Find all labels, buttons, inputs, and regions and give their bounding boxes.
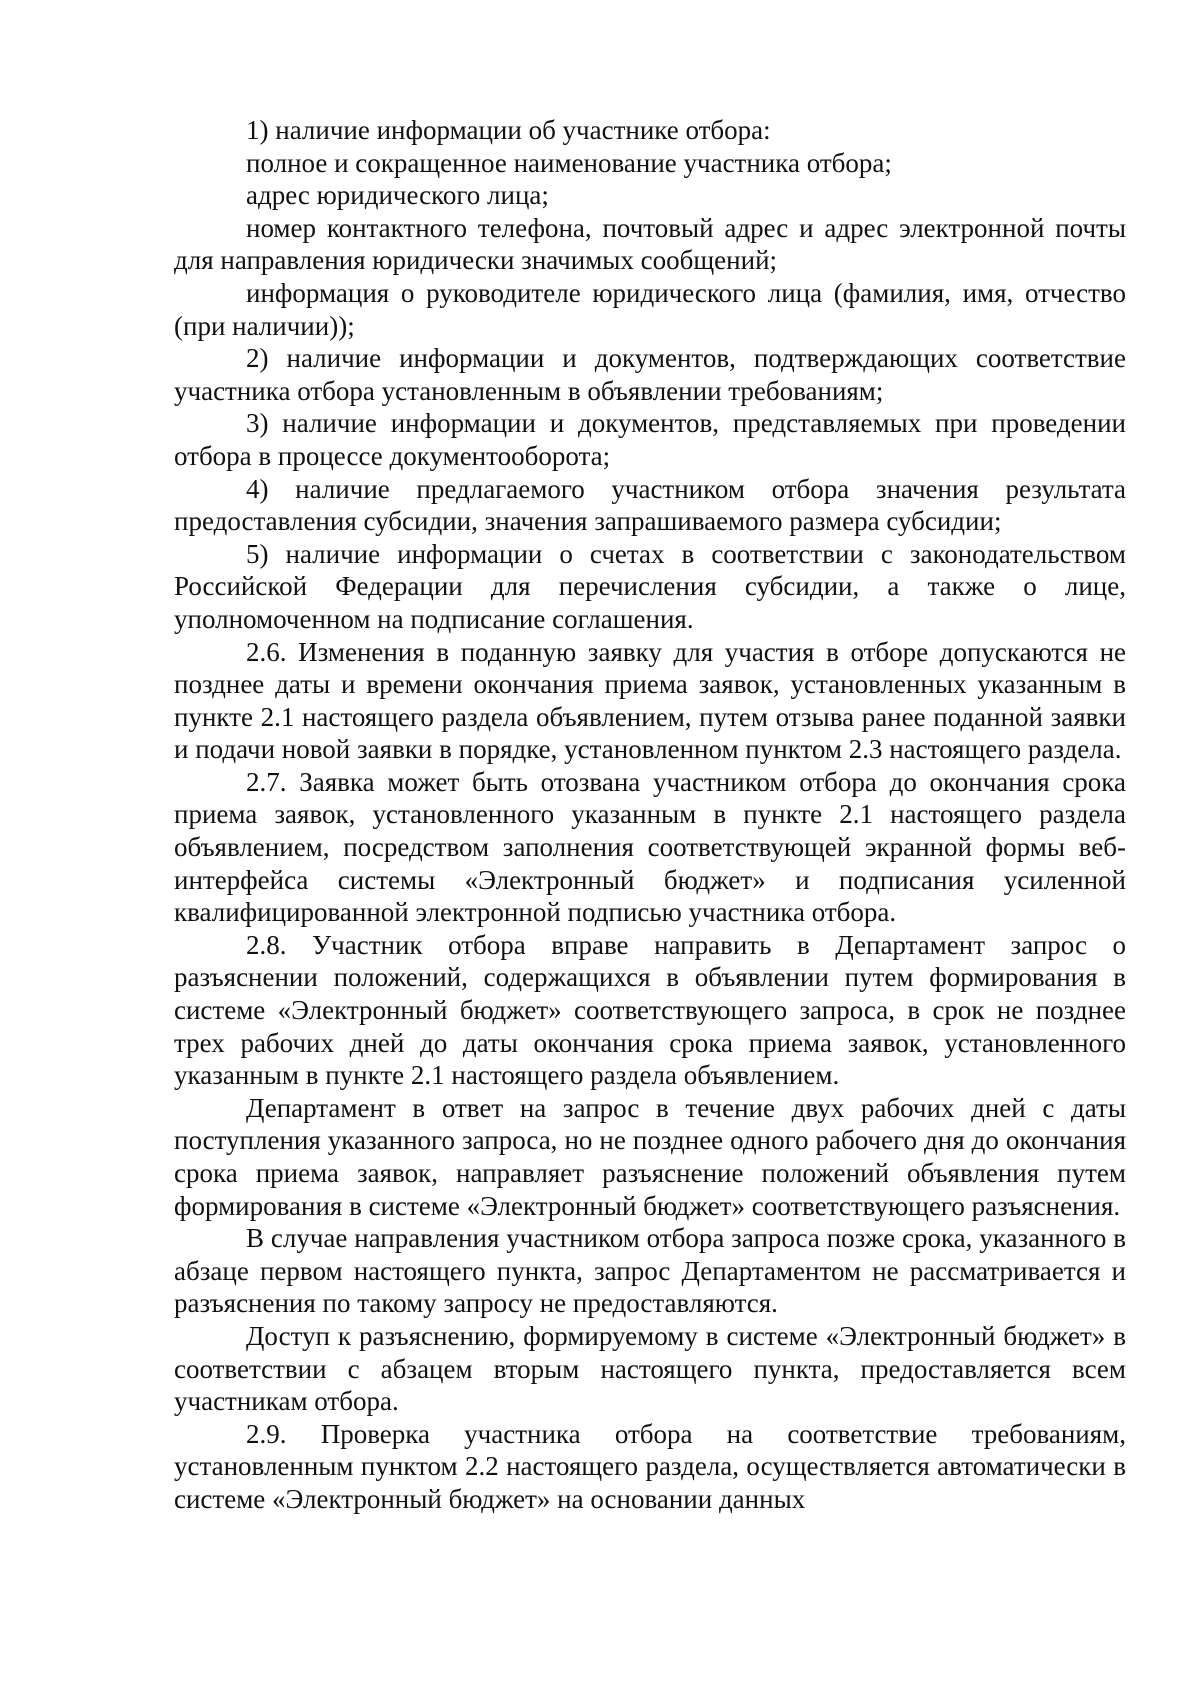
paragraph-head-info: информация о руководителе юридического лица (фамилия, имя, отчество (при наличии)); bbox=[174, 277, 1126, 341]
paragraph-item-5: 5) наличие информации о счетах в соответствии с законодательством Российской Федерации для перечисления субсидии, а также о лице, уполномоченном на подписание соглашения. bbox=[174, 538, 1126, 634]
paragraph-item-3: 3) наличие информации и документов, представляемых при проведении отбора в процессе документооборота; bbox=[174, 408, 1126, 471]
paragraph-access: Доступ к разъяснению, формируемому в системе «Электронный бюджет» в соответствии с абзацем вторым настоящего пункта, предоставляется всем участникам отбора. bbox=[174, 1320, 1126, 1417]
paragraph-contacts: номер контактного телефона, почтовый адрес и адрес электронной почты для направления юридически значимых сообщений; bbox=[174, 212, 1126, 276]
paragraph-department-reply: Департамент в ответ на запрос в течение двух рабочих дней с даты поступления указанного запроса, но не позднее одного рабочего дня до окончания срока приема заявок, направляет разъяснение положений объявления путем формирования в системе «Электронный бюджет» соответствующего разъяснения. bbox=[174, 1092, 1126, 1221]
paragraph-late-request: В случае направления участником отбора запроса позже срока, указанного в абзаце первом настоящего пункта, запрос Департаментом не рассматривается и разъяснения по такому запросу не предоставляются. bbox=[174, 1223, 1126, 1319]
paragraph-full-name: полное и сокращенное наименование участника отбора; bbox=[246, 147, 892, 178]
paragraph-address: адрес юридического лица; bbox=[246, 180, 549, 211]
paragraph-section-2-8: 2.8. Участник отбора вправе направить в Департамент запрос о разъяснении положений, содержащихся в объявлении путем формирования в системе «Электронный бюджет» соответствующего запроса, в срок не позднее трех рабочих дней до даты окончания срока приема заявок, установленного указанным в пункте 2.1 настоящего раздела объявлением. bbox=[174, 929, 1126, 1091]
paragraph-section-2-7: 2.7. Заявка может быть отозвана участником отбора до окончания срока приема заявок, установленного указанным в пункте 2.1 настоящего раздела объявлением, посредством заполнения соответствующей экранной формы веб-интерфейса системы «Электронный бюджет» и подписания усиленной квалифицированной электронной подписью участника отбора. bbox=[174, 766, 1126, 928]
paragraph-section-2-9: 2.9. Проверка участника отбора на соответствие требованиям, установленным пунктом 2.2 настоящего раздела, осуществляется автоматически в системе «Электронный бюджет» на основании данных bbox=[174, 1418, 1126, 1514]
document-body bbox=[174, 114, 1126, 1516]
paragraph-item-1-info: 1) наличие информации об участнике отбора: bbox=[246, 115, 771, 145]
paragraph-item-4: 4) наличие предлагаемого участником отбора значения результата предоставления субсидии, значения запрашиваемого размера субсидии; bbox=[174, 473, 1126, 537]
paragraph-section-2-6: 2.6. Изменения в поданную заявку для участия в отборе допускаются не позднее даты и времени окончания приема заявок, установленных указанным в пункте 2.1 настоящего раздела объявлением, путем отзыва ранее поданной заявки и подачи новой заявки в порядке, установленном пунктом 2.3 настоящего раздела. bbox=[174, 636, 1126, 765]
paragraph-item-2: 2) наличие информации и документов, подтверждающих соответствие участника отбора установленным в объявлении требованиям; bbox=[174, 343, 1126, 406]
